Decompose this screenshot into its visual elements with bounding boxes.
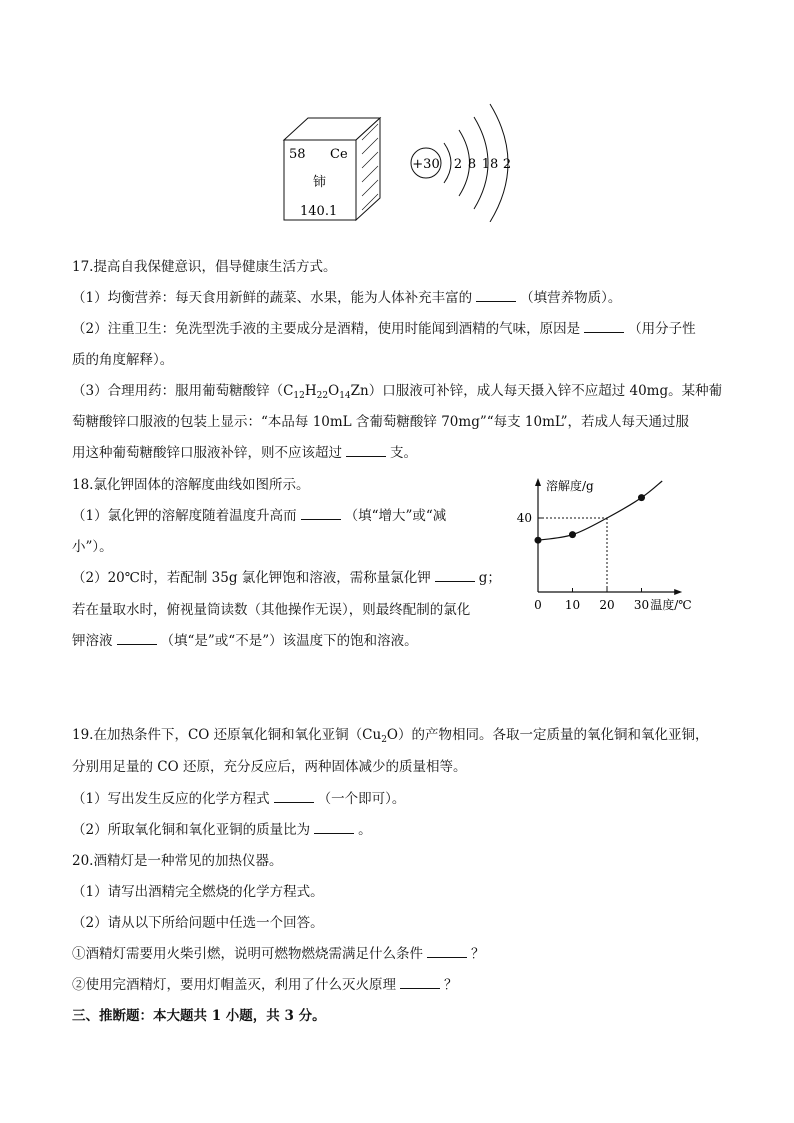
- x-axis-label: 温度/℃: [650, 598, 692, 612]
- q19-stem-text-a: 19.在加热条件下，CO 还原氧化铜和氧化亚铜（Cu: [72, 727, 382, 743]
- q19-stem: [72, 726, 709, 749]
- solubility-chart: [508, 472, 728, 620]
- q18-part2-blank[interactable]: [435, 569, 475, 582]
- q17-part1-text: （1）均衡营养：每天食用新鲜的蔬菜、水果，能为人体补充丰富的: [72, 290, 473, 306]
- y-axis-arrow: [535, 478, 541, 486]
- atom-structure-diagram: [404, 92, 534, 222]
- q17-part3-blank[interactable]: [346, 444, 386, 457]
- q19-stem-text-b: O）的产物相同。各取一定质量的氧化铜和氧化亚铜，: [386, 727, 709, 743]
- q17-part3-line2: 萄糖酸锌口服液的包装上显示：“本品每 10mL 含葡萄糖酸锌 70mg”“每支 10mL”，若成人每天通过服: [72, 414, 690, 430]
- q18-part2: [72, 569, 501, 587]
- q20-option1: [72, 945, 485, 963]
- q20-option1-blank[interactable]: [427, 945, 467, 958]
- q20-option1-tail: ？: [471, 946, 485, 962]
- x-tick-label-0: 0: [534, 598, 542, 612]
- q17-part2: [72, 320, 696, 338]
- q19-part1-blank[interactable]: [274, 790, 314, 803]
- q20-option2: [72, 976, 458, 994]
- x-tick-label-10: 10: [564, 598, 581, 612]
- element-card-figure: [278, 114, 388, 224]
- q18-part1-text: （1）氯化钾的溶解度随着温度升高而: [72, 508, 297, 524]
- q19-part2-tail: 。: [358, 822, 372, 838]
- q17-part3-line3: [72, 444, 417, 462]
- q17-part3-sub2: 22: [316, 391, 329, 401]
- shell-2-count: 8: [467, 157, 477, 172]
- q17-part3-text-c: O: [328, 383, 340, 399]
- q17-part2-cont: 质的角度解释）。: [72, 352, 174, 368]
- q18-part2-text: （2）20℃时，若配制 35g 氯化钾饱和溶液，需称量氯化钾: [72, 570, 431, 586]
- q18-part2-line2: 若在量取水时，俯视量筒读数（其他操作无误），则最终配制的氯化: [72, 602, 471, 618]
- x-tick-label-20: 20: [599, 598, 615, 612]
- q20-option2-tail: ？: [444, 977, 458, 993]
- y-tick-label-40: 40: [516, 511, 532, 525]
- q19-part1-text: （1）写出发生反应的化学方程式: [72, 791, 270, 807]
- q18-part1-blank[interactable]: [301, 507, 341, 520]
- q17-part3-text-d: Zn）口服液可补锌，成人每天摄入锌不应超过 40mg。某种葡: [350, 383, 723, 399]
- q17-part3-line3-text: 用这种葡萄糖酸锌口服液补锌，则不应该超过: [72, 445, 342, 461]
- q18-part2-line3-text: 钾溶液: [72, 633, 113, 649]
- q17-part2-tail: （用分子性: [628, 321, 696, 337]
- q20-option2-text: ②使用完酒精灯，要用灯帽盖灭，利用了什么灭火原理: [72, 977, 396, 993]
- q20-option1-text: ①酒精灯需要用火柴引燃，说明可燃物燃烧需满足什么条件: [72, 946, 423, 962]
- q18-part2-line3-blank[interactable]: [117, 632, 157, 645]
- q17-part2-text: （2）注重卫生：免洗型洗手液的主要成分是酒精，使用时能闻到酒精的气味，原因是: [72, 321, 581, 337]
- shell-4-count: 2: [502, 157, 512, 172]
- q17-part3: [72, 382, 722, 405]
- shell-1-count: 2: [453, 157, 463, 172]
- q17-part3-text-b: H: [304, 383, 317, 399]
- q18-part2-tail: g；: [478, 570, 501, 586]
- q17-part3-line3-tail: 支。: [390, 445, 417, 461]
- q18-part2-line3-tail: （填“是”或“不是”）该温度下的饱和溶液。: [160, 633, 418, 649]
- q17-part3-sub3: 14: [339, 391, 351, 401]
- q18-part1: [72, 507, 446, 525]
- q20-part1: （1）请写出酒精完全燃烧的化学方程式。: [72, 884, 324, 900]
- element-name: 铈: [313, 175, 327, 190]
- q18-stem: 18.氯化钾固体的溶解度曲线如图所示。: [72, 477, 310, 493]
- q19-part2: [72, 821, 372, 839]
- q17-part2-blank[interactable]: [584, 320, 624, 333]
- data-point-3: [638, 494, 645, 501]
- q18-part1-tail: （填“增大”或“减: [344, 508, 447, 524]
- q17-stem: 17.提高自我保健意识，倡导健康生活方式。: [72, 259, 337, 275]
- q17-part3-text-a: （3）合理用药：服用葡萄糖酸锌（C: [72, 383, 294, 399]
- q19-part2-text: （2）所取氧化铜和氧化亚铜的质量比为: [72, 822, 311, 838]
- q20-stem: 20.酒精灯是一种常见的加热仪器。: [72, 853, 283, 869]
- q19-part1-tail: （一个即可）。: [317, 791, 406, 807]
- q18-part1-cont: 小”）。: [72, 539, 113, 555]
- q19-part1: [72, 790, 405, 808]
- data-point-2: [569, 531, 576, 538]
- data-point-1: [535, 537, 542, 544]
- x-tick-label-30: 30: [633, 598, 650, 612]
- element-mass: 140.1: [300, 204, 338, 219]
- y-axis-label: 溶解度/g: [546, 479, 594, 493]
- q19-part2-blank[interactable]: [314, 821, 354, 834]
- x-axis-arrow: [674, 589, 682, 595]
- element-symbol: Ce: [330, 147, 348, 162]
- shell-3-count: 18: [481, 157, 499, 172]
- q20-part2: （2）请从以下所给问题中任选一个回答。: [72, 915, 324, 931]
- q17-part3-sub1: 12: [293, 391, 305, 401]
- nucleus-charge: +30: [412, 157, 440, 172]
- q18-part2-line3: [72, 632, 418, 650]
- q17-part1: [72, 289, 621, 307]
- q17-part1-tail: （填营养物质）。: [520, 290, 622, 306]
- q19-stem-sub: 2: [381, 735, 387, 745]
- q20-option2-blank[interactable]: [400, 976, 440, 989]
- element-number: 58: [289, 147, 306, 162]
- section-3-heading: 三、推断题：本大题共 1 小题，共 3 分。: [72, 1008, 326, 1024]
- q19-stem-line2: 分别用足量的 CO 还原，充分反应后，两种固体减少的质量相等。: [72, 759, 467, 775]
- q17-part1-blank[interactable]: [476, 289, 516, 302]
